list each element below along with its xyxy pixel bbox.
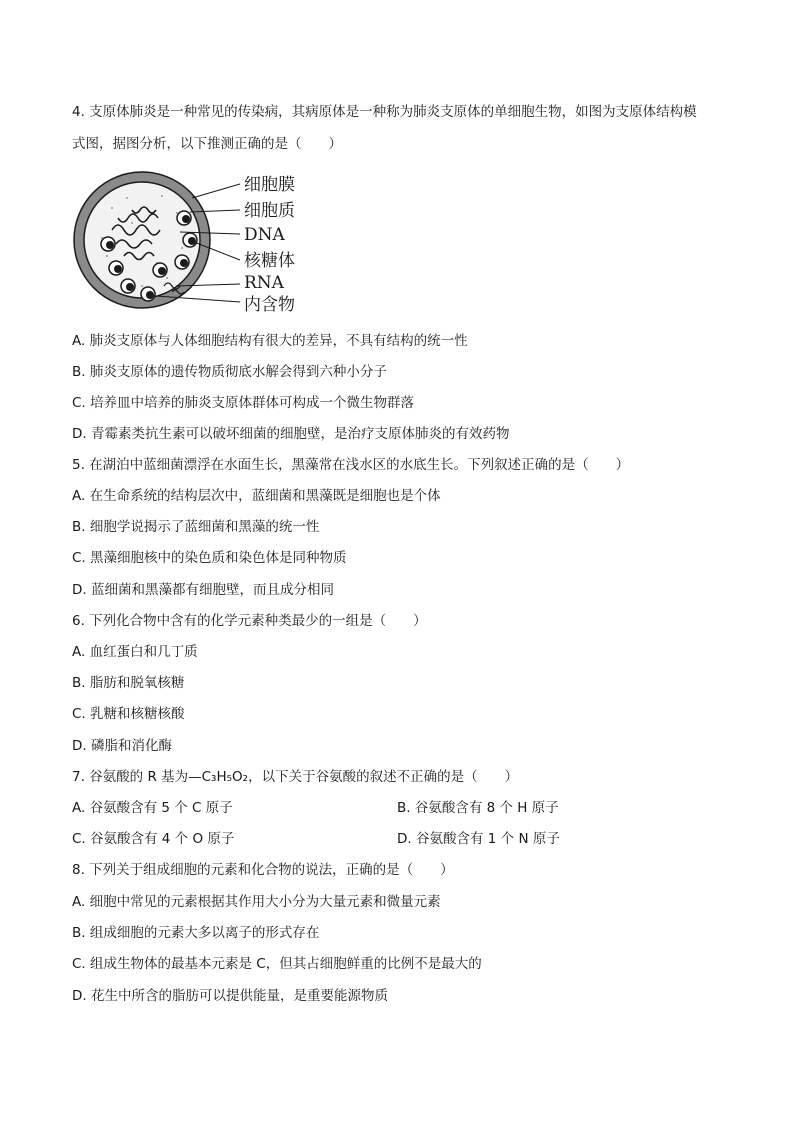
q5-option-a: A. 在生命系统的结构层次中，蓝细菌和黑藻既是细胞也是个体 <box>72 488 441 504</box>
q5-stem: 5. 在湖泊中蓝细菌漂浮在水面生长，黑藻常在浅水区的水底生长。下列叙述正确的是（ ） <box>72 457 630 473</box>
q6-option-d: D. 磷脂和消化酶 <box>72 738 172 754</box>
q6-option-a: A. 血红蛋白和几丁质 <box>72 644 198 660</box>
q5-option-d: D. 蓝细菌和黑藻都有细胞壁，而且成分相同 <box>72 582 334 598</box>
q7-option-d: D. 谷氨酸含有 1 个 N 原子 <box>397 831 560 847</box>
q4-stem-line2: 式图，据图分析，以下推测正确的是（ ） <box>72 136 342 152</box>
mycoplasma-structure-diagram <box>72 168 332 318</box>
q7-option-b: B. 谷氨酸含有 8 个 H 原子 <box>397 800 559 816</box>
label-cytoplasm: 细胞质 <box>244 201 295 221</box>
q6-option-b: B. 脂肪和脱氧核糖 <box>72 675 185 691</box>
q4-stem-line1: 4. 支原体肺炎是一种常见的传染病，其病原体是一种称为肺炎支原体的单细胞生物，如图为支原体结构模 <box>72 104 697 120</box>
q4-option-d: D. 青霉素类抗生素可以破坏细菌的细胞壁，是治疗支原体肺炎的有效药物 <box>72 426 510 442</box>
q4-option-c: C. 培养皿中培养的肺炎支原体群体可构成一个微生物群落 <box>72 395 415 411</box>
label-rna: RNA <box>244 273 284 293</box>
q8-option-d: D. 花生中所含的脂肪可以提供能量，是重要能源物质 <box>72 988 388 1004</box>
q6-option-c: C. 乳糖和核糖核酸 <box>72 706 185 722</box>
q6-stem: 6. 下列化合物中含有的化学元素种类最少的一组是（ ） <box>72 613 427 629</box>
label-dna: DNA <box>244 225 285 245</box>
q8-option-a: A. 细胞中常见的元素根据其作用大小分为大量元素和微量元素 <box>72 894 441 910</box>
q5-option-c: C. 黑藻细胞核中的染色质和染色体是同种物质 <box>72 550 347 566</box>
q7-option-a: A. 谷氨酸含有 5 个 C 原子 <box>72 800 233 816</box>
q7-option-c: C. 谷氨酸含有 4 个 O 原子 <box>72 831 235 847</box>
q8-option-c: C. 组成生物体的最基本元素是 C，但其占细胞鲜重的比例不是最大的 <box>72 956 482 972</box>
label-cell-membrane: 细胞膜 <box>244 175 295 195</box>
q8-stem: 8. 下列关于组成细胞的元素和化合物的说法，正确的是（ ） <box>72 862 454 878</box>
q5-option-b: B. 细胞学说揭示了蓝细菌和黑藻的统一性 <box>72 519 320 535</box>
label-ribosome: 核糖体 <box>244 251 295 271</box>
q8-option-b: B. 组成细胞的元素大多以离子的形式存在 <box>72 925 320 941</box>
label-inclusion: 内含物 <box>244 295 295 315</box>
q4-option-a: A. 肺炎支原体与人体细胞结构有很大的差异，不具有结构的统一性 <box>72 333 468 349</box>
q7-stem: 7. 谷氨酸的 R 基为—C₃H₅O₂，以下关于谷氨酸的叙述不正确的是（ ） <box>72 769 519 785</box>
q4-option-b: B. 肺炎支原体的遗传物质彻底水解会得到六种小分子 <box>72 364 387 380</box>
